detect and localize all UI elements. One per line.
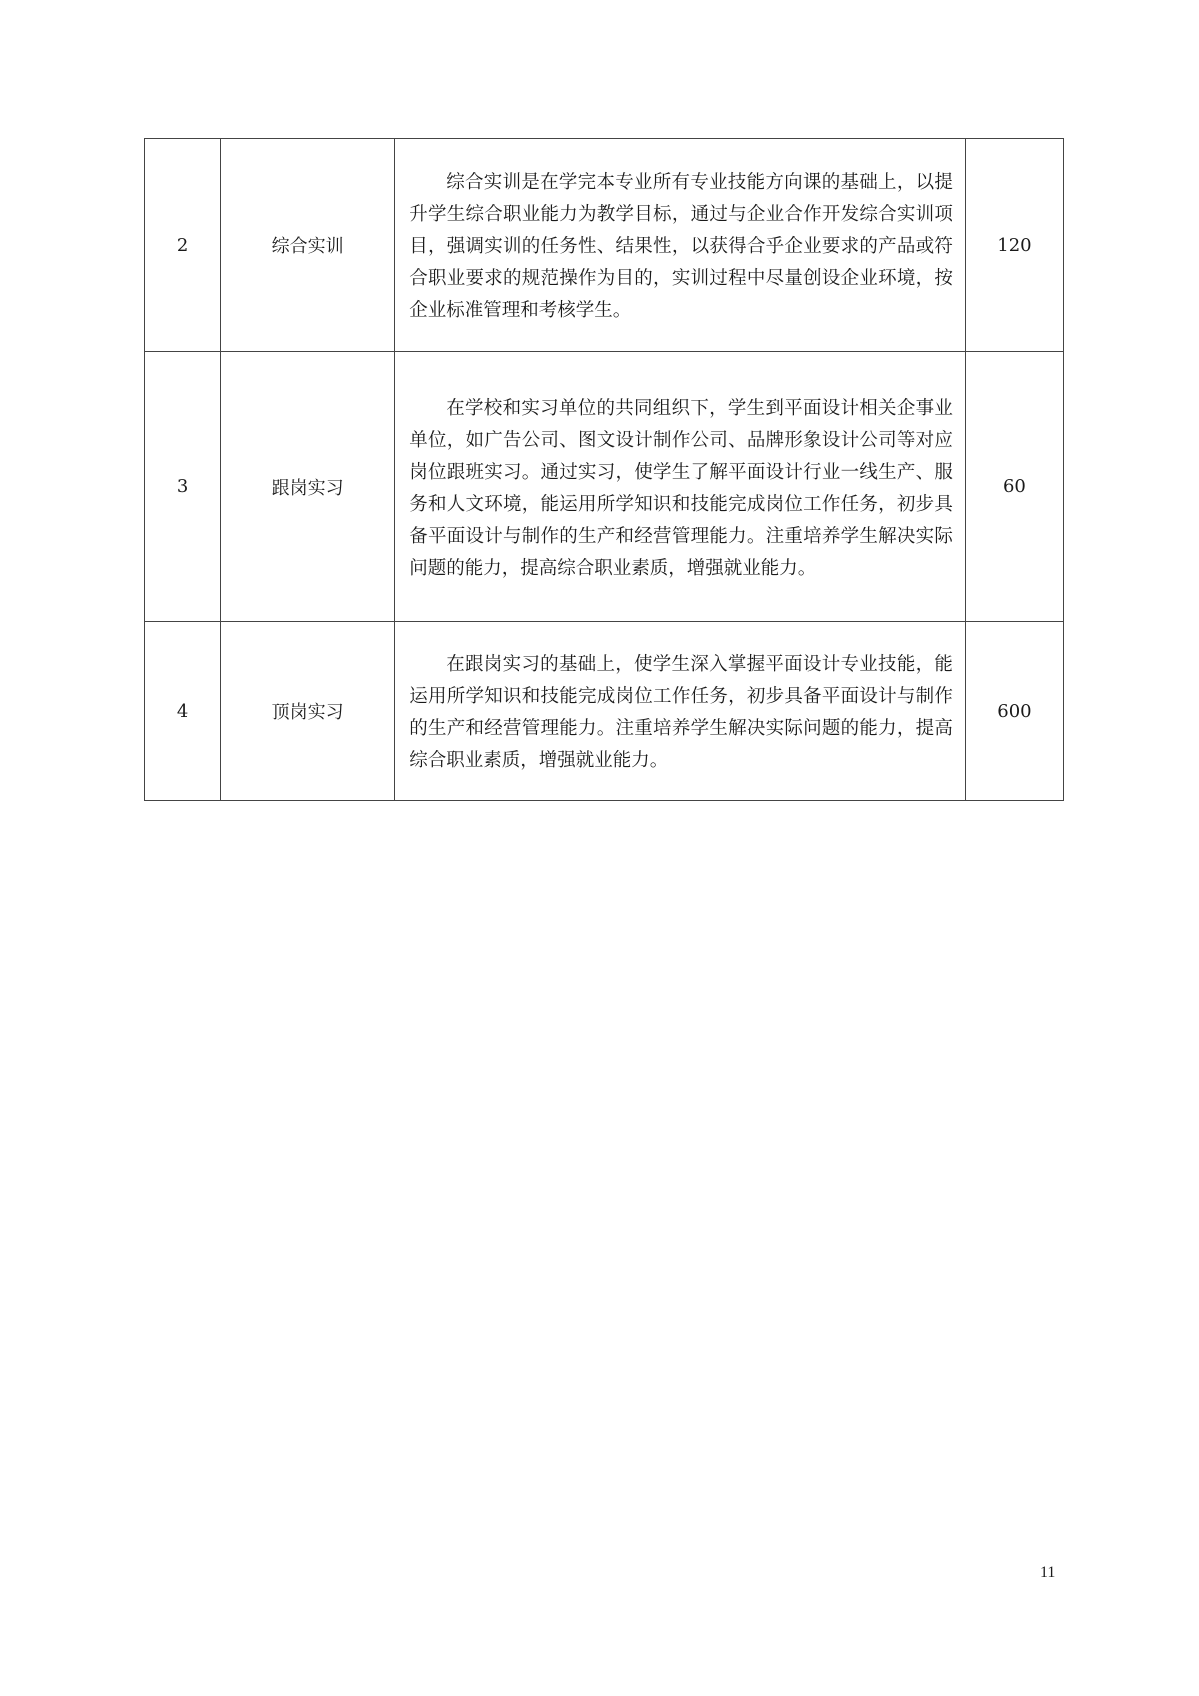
course-hours: 600 [965,622,1063,801]
table-row [145,139,1064,352]
practice-course-table [144,138,1064,801]
row-number: 3 [145,352,221,622]
table-row [145,622,1064,801]
course-description: 综合实训是在学完本专业所有专业技能方向课的基础上，以提升学生综合职业能力为教学目标，通过与企业合作开发综合实训项目，强调实训的任务性、结果性，以获得合乎企业要求的产品或符合职业要求的规范操作为目的，实训过程中尽量创设企业环境，按企业标准管理和考核学生。 [395,139,966,352]
course-hours: 60 [965,352,1063,622]
course-description: 在学校和实习单位的共同组织下，学生到平面设计相关企事业单位，如广告公司、图文设计制作公司、品牌形象设计公司等对应岗位跟班实习。通过实习，使学生了解平面设计行业一线生产、服务和人文环境，能运用所学知识和技能完成岗位工作任务，初步具备平面设计与制作的生产和经营管理能力。注重培养学生解决实际问题的能力，提高综合职业素质，增强就业能力。 [395,352,966,622]
row-number: 2 [145,139,221,352]
course-name: 顶岗实习 [221,622,395,801]
course-description: 在跟岗实习的基础上，使学生深入掌握平面设计专业技能，能运用所学知识和技能完成岗位工作任务，初步具备平面设计与制作的生产和经营管理能力。注重培养学生解决实际问题的能力，提高综合职业素质，增强就业能力。 [395,622,966,801]
course-name: 跟岗实习 [221,352,395,622]
row-number: 4 [145,622,221,801]
page-number: 11 [1040,1564,1056,1581]
table-row [145,352,1064,622]
course-hours: 120 [965,139,1063,352]
course-name: 综合实训 [221,139,395,352]
